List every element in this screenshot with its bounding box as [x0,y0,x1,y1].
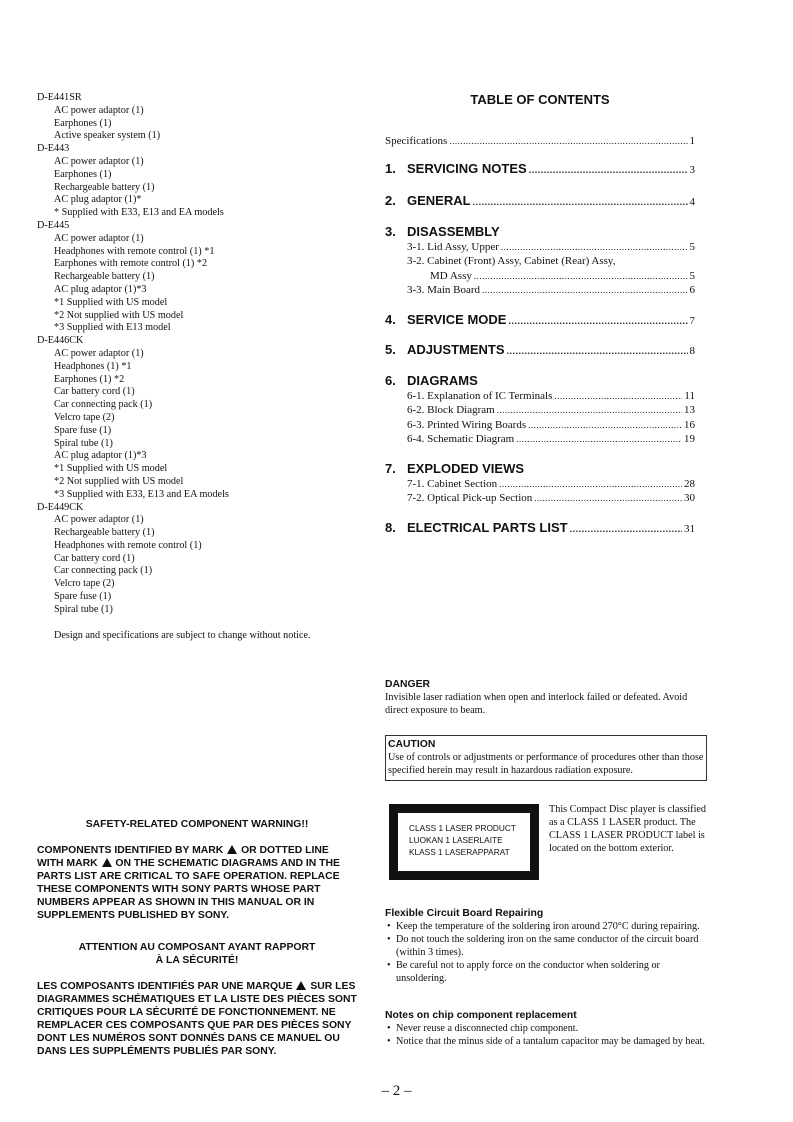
list-item: Active speaker system (1) [54,130,161,142]
list-item: AC plug adaptor (1)* [54,194,142,206]
footnote: *1 Supplied with US model [54,296,168,308]
toc-sub-6-1[interactable]: 6-1. Explanation of IC Terminals ..... 11 [407,390,695,402]
list-item: AC power adaptor (1) [54,514,144,526]
toc-section-3[interactable]: 3. DISASSEMBLY [385,224,500,239]
list-item: Car battery cord (1) [54,386,135,398]
toc-sub-3-2-md[interactable]: MD Assy ..... 5 [430,270,695,282]
list-item: Car connecting pack (1) [54,565,153,577]
laser-class-label [389,804,539,880]
warning-triangle-icon [296,981,306,990]
toc-sub-3-2[interactable]: 3-2. Cabinet (Front) Assy, Cabinet (Rear) Assy, [407,255,616,267]
toc-sub-6-3[interactable]: 6-3. Printed Wiring Boards ..... 16 [407,419,695,431]
laser-label-line: CLASS 1 LASER PRODUCT [409,823,516,833]
warning-triangle-icon [227,845,237,854]
chip-component-notes [385,1009,705,1048]
toc-sub-3-1[interactable]: 3-1. Lid Assy, Upper ..... 5 [407,241,695,253]
toc-sub-6-4[interactable]: 6-4. Schematic Diagram ..... 19 [407,433,695,445]
caution-text: Use of controls or adjustments or performance of procedures other than those specified herein may result in hazardous radiation exposure. [388,752,704,776]
list-item: Car battery cord (1) [54,552,135,564]
list-item: Rechargeable battery (1) [54,271,155,283]
danger-notice [385,678,705,717]
toc-sub-7-2[interactable]: 7-2. Optical Pick-up Section ..... 30 [407,492,695,504]
toc-section-5[interactable]: 5. ADJUSTMENTS ..... 8 [385,342,695,357]
list-item: AC plug adaptor (1)*3 [54,283,147,295]
model-heading: D-E449CK [37,501,84,513]
accessory-list [37,92,367,617]
toc-title: TABLE OF CONTENTS [470,92,610,107]
toc-section-7[interactable]: 7. EXPLODED VIEWS [385,461,525,476]
laser-label-line: LUOKAN 1 LASERLAITE [409,835,503,845]
flex-heading: Flexible Circuit Board Repairing [385,908,544,919]
safety-heading-en: SAFETY-RELATED COMPONENT WARNING!! [85,819,309,830]
footnote: *3 Supplied with E13 model [54,322,171,334]
flex-circuit-notes [385,907,705,985]
toc-section-4[interactable]: 4. SERVICE MODE ..... 7 [385,312,695,327]
list-item: Headphones with remote control (1) *1 [54,245,215,257]
safety-body-en: COMPONENTS IDENTIFIED BY MARK OR DOTTED LINE WITH MARK ON THE SCHEMATIC DIAGRAMS AND IN THE PARTS LIST ARE CRITICAL TO SAFE OPERATION. REPLACE THESE COMPONENTS WITH SONY PARTS WHOSE PART NUMBERS APPEAR AS SHOWN IN THIS MANUAL OR IN SUPPLEMENTS PUBLISHED BY SONY. [37,845,340,921]
list-item: AC power adaptor (1) [54,232,144,244]
laser-label-description: This Compact Disc player is classified as a CLASS 1 LASER product. The CLASS 1 LASER PRODUCT label is located on the bottom exterior. [549,804,707,854]
footnote: *2 Not supplied with US model [54,309,184,321]
toc-entry-specifications[interactable]: Specifications ..... 1 [385,135,695,147]
design-note: Design and specifications are subject to change without notice. [54,630,311,641]
list-item: • Notice that the minus side of a tantalum capacitor may be damaged by heat. [387,1036,705,1047]
list-item: • Never reuse a disconnected chip component. [387,1023,579,1034]
list-item: Earphones (1) *2 [54,373,125,385]
footnote: * Supplied with E33, E13 and EA models [54,207,224,219]
toc-sub-6-2[interactable]: 6-2. Block Diagram ..... 13 [407,404,695,416]
danger-heading: DANGER [385,679,431,690]
model-heading: D-E441SR [37,92,82,103]
list-item: Earphones (1) [54,117,112,129]
toc-section-6[interactable]: 6. DIAGRAMS [385,373,478,388]
list-item: Spiral tube (1) [54,437,113,449]
list-item: Spare fuse (1) [54,424,112,436]
toc-sub-7-1[interactable]: 7-1. Cabinet Section ..... 28 [407,478,695,490]
model-heading: D-E445 [37,219,70,231]
list-item: Rechargeable battery (1) [54,527,155,539]
footnote: *3 Supplied with E33, E13 and EA models [54,488,229,500]
list-item: AC power adaptor (1) [54,104,144,116]
list-item: • Keep the temperature of the soldering iron around 270°C during repairing. [387,921,700,932]
laser-label-inner [398,813,530,871]
list-item: Rechargeable battery (1) [54,181,155,193]
safety-warning [37,818,357,1058]
list-item: Spiral tube (1) [54,603,113,615]
toc-section-2[interactable]: 2. GENERAL ..... 4 [385,193,695,208]
list-item: • Do not touch the soldering iron on the same conductor of the circuit board (within 3 times). [387,934,699,958]
safety-body-fr: LES COMPOSANTS IDENTIFIÉS PAR UNE MARQUE SUR LES DIAGRAMMES SCHÉMATIQUES ET LA LISTE DES PIÈCES SONT CRITIQUES POUR LA SÉCURITÉ DE FONCTIONNEMENT. NE REMPLACER CES COMPOSANTS QUE PAR DES PIÈCES SONY DONT LES NUMÉROS SONT DONNÉS DANS CE MANUEL OU DANS LES SUPPLÉMENTS PUBLIÉS PAR SONY. [37,981,357,1057]
list-item: Earphones (1) [54,168,112,180]
caution-box [385,735,707,781]
footnote: *2 Not supplied with US model [54,475,184,487]
warning-triangle-icon [102,858,112,867]
list-item: Velcro tape (2) [54,411,115,423]
list-item: AC power adaptor (1) [54,347,144,359]
model-heading: D-E443 [37,143,70,155]
list-item: AC power adaptor (1) [54,155,144,167]
model-heading: D-E446CK [37,335,84,347]
toc-sub-3-3[interactable]: 3-3. Main Board ..... 6 [407,284,695,296]
list-item: Spare fuse (1) [54,591,112,603]
list-item: Car connecting pack (1) [54,399,153,411]
list-item: AC plug adaptor (1)*3 [54,450,147,462]
danger-text: Invisible laser radiation when open and interlock failed or defeated. Avoid direct exposure to beam. [385,692,688,716]
page-number: – 2 – [381,1083,412,1099]
footnote: *1 Supplied with US model [54,463,168,475]
list-item: Headphones with remote control (1) [54,539,202,551]
list-item: Headphones (1) *1 [54,360,132,372]
list-item: Earphones with remote control (1) *2 [54,258,208,270]
safety-heading-fr: ATTENTION AU COMPOSANT AYANT RAPPORT À LA SÉCURITÉ! [78,942,316,966]
list-item: Velcro tape (2) [54,578,115,590]
list-item: • Be careful not to apply force on the conductor when soldering or unsoldering. [387,960,660,984]
toc-section-1[interactable]: 1. SERVICING NOTES ..... 3 [385,161,695,176]
caution-heading: CAUTION [388,739,436,750]
chip-heading: Notes on chip component replacement [385,1010,577,1021]
toc-section-8[interactable]: 8. ELECTRICAL PARTS LIST ..... 31 [385,520,695,535]
laser-label-line: KLASS 1 LASERAPPARAT [409,847,510,857]
